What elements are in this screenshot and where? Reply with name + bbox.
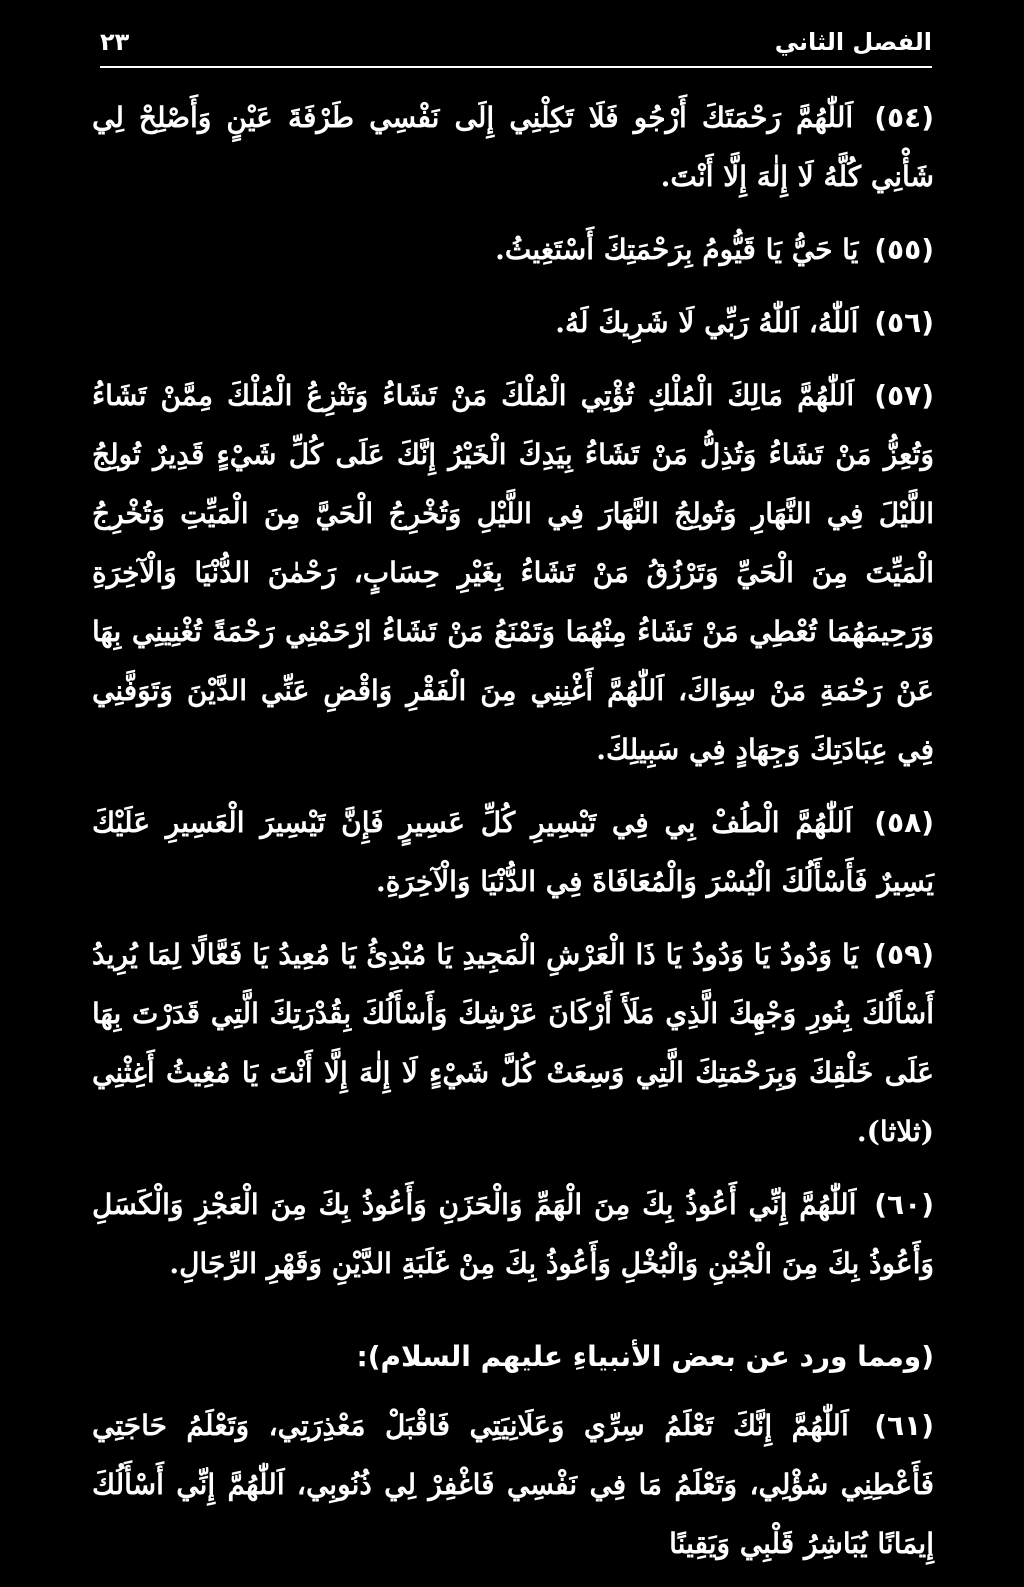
dua-text: يَا وَدُودُ يَا وَدُودُ يَا ذَا الْعَرْشِ الْمَجِيدِ يَا مُبْدِئُ يَا مُعِيدُ يَا فَعَّالًا لِمَا يُرِيدُ أَسْأَلُكَ بِنُورِ وَجْهِكَ الَّذِي مَلَأَ أَرْكَانَ عَرْشِكَ وَأَسْأَلُكَ بِقُدْرَتِكَ الَّتِي قَدَرْتَ بِهَا عَلَى خَلْقِكَ وَبِرَحْمَتِكَ الَّتِي وَسِعَتْ كُلَّ شَيْءٍ لَا إِلٰهَ إِلَّا أَنْتَ يَا مُغِيثُ أَغِثْنِي (ثلاثا). [92, 938, 934, 1148]
dua-number: (٦١) [874, 1409, 935, 1442]
dua-paragraph-55 [92, 220, 934, 279]
dua-number: (٥٤) [874, 101, 934, 134]
dua-number: (٥٥) [874, 233, 934, 266]
dua-text: اَللّٰهُ، اَللّٰهُ رَبِّي لَا شَرِيكَ لَهُ. [555, 306, 859, 339]
dua-number: (٥٧) [874, 379, 934, 412]
dua-text: اَللّٰهُمَّ إِنِّي أَعُوذُ بِكَ مِنَ الْهَمِّ وَالْحَزَنِ وَأَعُوذُ بِكَ مِنَ الْعَجْزِ وَالْكَسَلِ وَأَعُوذُ بِكَ مِنَ الْجُبْنِ وَالْبُخْلِ وَأَعُوذُ بِكَ مِنْ غَلَبَةِ الدَّيْنِ وَقَهْرِ الرِّجَالِ. [92, 1188, 934, 1280]
dua-paragraph-57 [92, 366, 934, 779]
page-header [100, 22, 932, 66]
dua-text: اَللّٰهُمَّ رَحْمَتَكَ أَرْجُو فَلَا تَكِلْنِي إِلَى نَفْسِي طَرْفَةَ عَيْنٍ وَأَصْلِحْ لِي شَأْنِي كُلَّهُ لَا إِلٰهَ إِلَّا أَنْتَ. [92, 101, 934, 193]
chapter-title: الفصل الثاني [774, 28, 932, 56]
dua-number: (٦٠) [874, 1188, 934, 1221]
dua-paragraph-61 [92, 1396, 934, 1573]
dua-text: يَا حَيُّ يَا قَيُّومُ بِرَحْمَتِكَ أَسْتَغِيثُ. [495, 233, 859, 266]
dua-paragraph-58 [92, 793, 934, 911]
page-number: ٢٣ [100, 28, 130, 56]
dua-paragraph-54 [92, 88, 934, 206]
dua-text: اَللّٰهُمَّ مَالِكَ الْمُلْكِ تُؤْتِي الْمُلْكَ مَنْ تَشَاءُ وَتَنْزِعُ الْمُلْكَ مِمَّنْ تَشَاءُ وَتُعِزُّ مَنْ تَشَاءُ وَتُذِلُّ مَنْ تَشَاءُ بِيَدِكَ الْخَيْرُ إِنَّكَ عَلَى كُلِّ شَيْءٍ قَدِيرٌ تُولِجُ اللَّيْلَ فِي النَّهَارِ وَتُولِجُ النَّهَارَ فِي اللَّيْلِ وَتُخْرِجُ الْحَيَّ مِنَ الْمَيِّتِ وَتُخْرِجُ الْمَيِّتَ مِنَ الْحَيِّ وَتَرْزُقُ مَنْ تَشَاءُ بِغَيْرِ حِسَابٍ، رَحْمٰنَ الدُّنْيَا وَالْآخِرَةِ وَرَحِيمَهُمَا تُعْطِي مَنْ تَشَاءُ مِنْهُمَا وَتَمْنَعُ مَنْ تَشَاءُ ارْحَمْنِي رَحْمَةً تُغْنِينِي بِهَا عَنْ رَحْمَةِ مَنْ سِوَاكَ، اَللّٰهُمَّ أَغْنِنِي مِنَ الْفَقْرِ وَاقْضِ عَنِّي الدَّيْنَ وَتَوَفَّنِي فِي عِبَادَتِكَ وَجِهَادٍ فِي سَبِيلِكَ. [92, 379, 934, 766]
dua-number: (٥٨) [874, 806, 934, 839]
dua-paragraph-56 [92, 293, 934, 352]
dua-paragraph-60 [92, 1175, 934, 1293]
dua-number: (٥٦) [874, 306, 934, 339]
dua-paragraph-59 [92, 925, 934, 1161]
section-heading: (ومما ورد عن بعض الأنبياءِ عليهم السلام): [356, 1340, 934, 1373]
dua-text: اَللّٰهُمَّ الْطُفْ بِي فِي تَيْسِيرِ كُلِّ عَسِيرٍ فَإِنَّ تَيْسِيرَ الْعَسِيرِ عَلَيْكَ يَسِيرٌ فَأَسْأَلُكَ الْيُسْرَ وَالْمُعَافَاةَ فِي الدُّنْيَا وَالْآخِرَةِ. [92, 806, 934, 898]
header-divider [100, 66, 932, 68]
dua-number: (٥٩) [874, 938, 934, 971]
page-body [92, 88, 934, 1587]
dua-text: اَللّٰهُمَّ إِنَّكَ تَعْلَمُ سِرِّي وَعَلَانِيَتِي فَاقْبَلْ مَعْذِرَتِي، وَتَعْلَمُ حَاجَتِي فَأَعْطِنِي سُؤْلِي، وَتَعْلَمُ مَا فِي نَفْسِي فَاغْفِرْ لِي ذُنُوبِي، اَللّٰهُمَّ إِنِّي أَسْأَلُكَ إِيمَانًا يُبَاشِرُ قَلْبِي وَيَقِينًا [92, 1409, 934, 1560]
